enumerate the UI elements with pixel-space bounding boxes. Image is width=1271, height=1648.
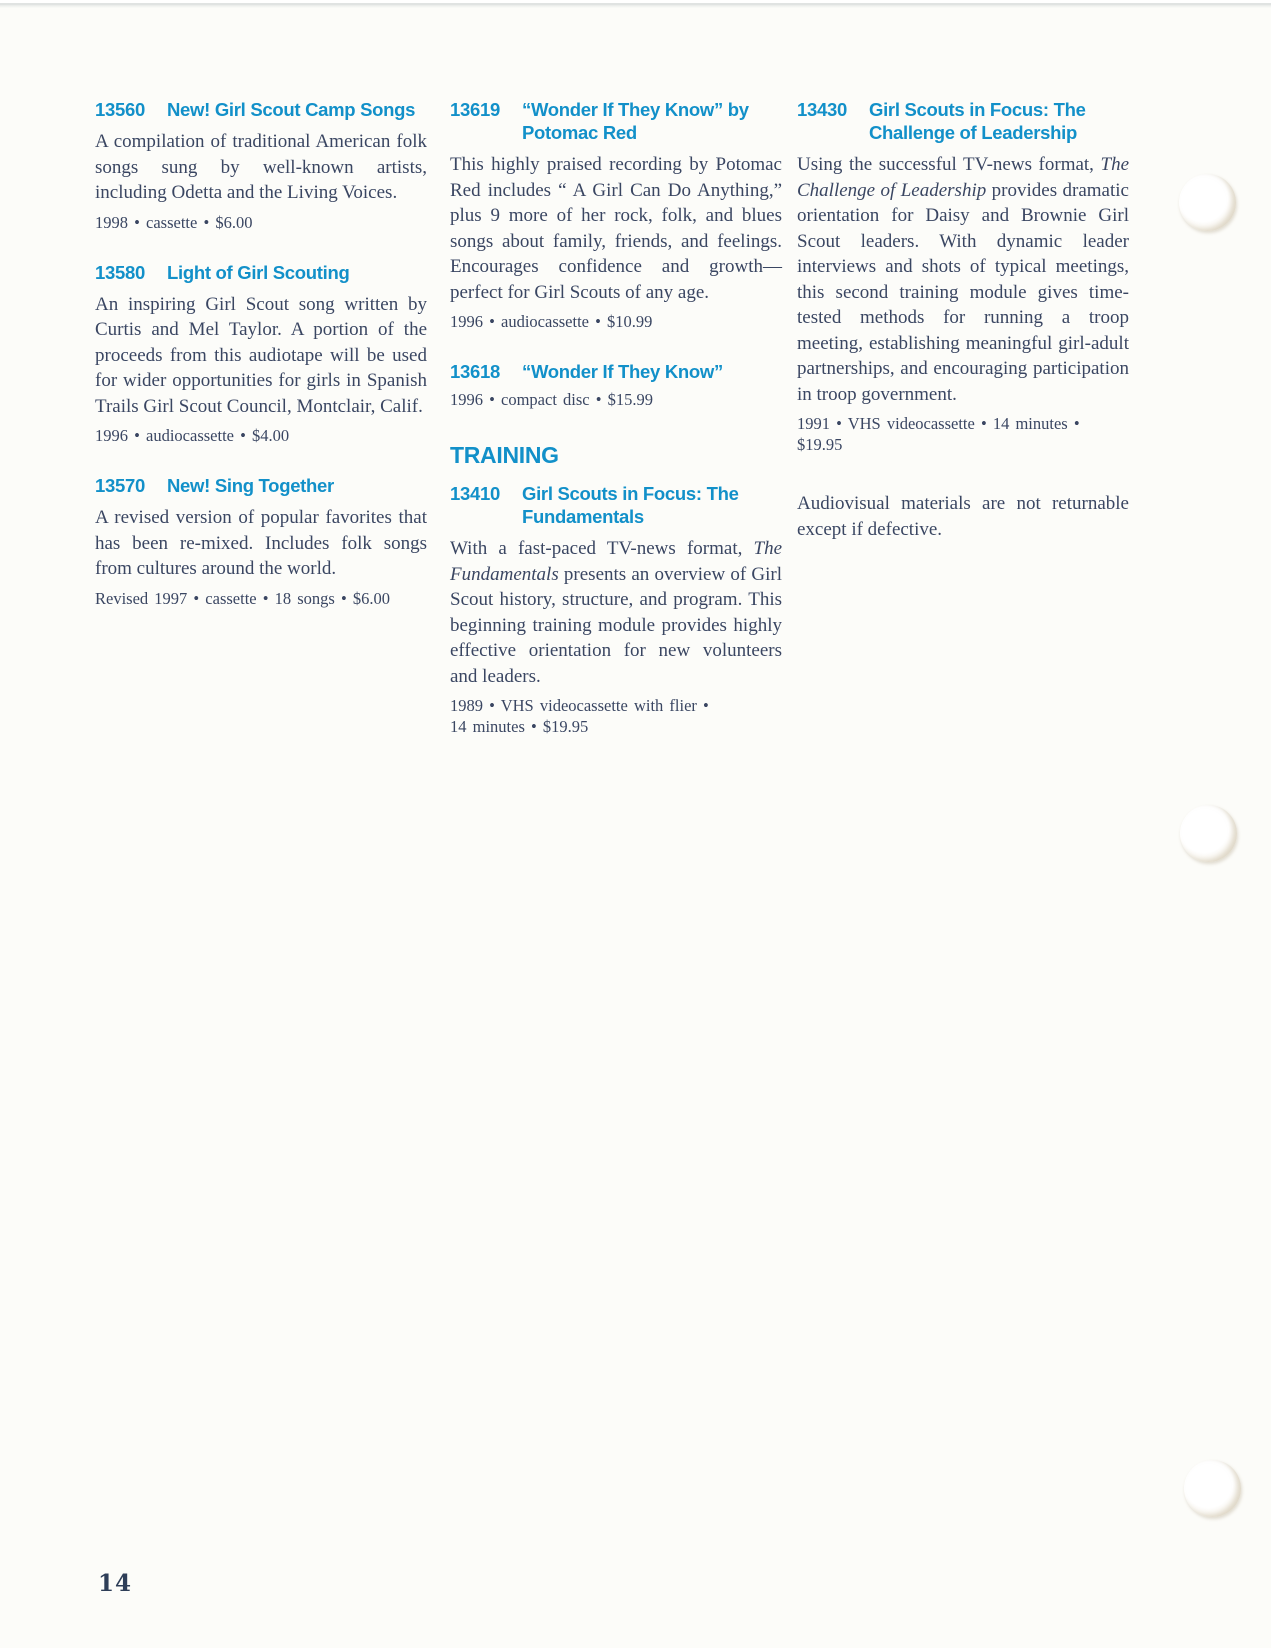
item-heading [95,98,427,121]
catalog-item [450,482,782,737]
item-details: 1991 • VHS videocassette • 14 minutes • $19.95 [797,414,1080,454]
item-details: 1996 • audiocassette • $4.00 [95,426,290,445]
catalog-item [95,98,427,233]
returns-note: Audiovisual materials are not returnable except if defective. [797,493,1129,540]
item-heading [450,482,782,528]
item-title: New! Sing Together [167,475,334,496]
item-details: 1989 • VHS videocassette with flier • 14 minutes • $19.95 [450,696,709,736]
catalog-item [95,474,427,609]
item-code: 13430 [797,99,847,120]
item-code: 13410 [450,483,500,504]
punch-hole [1184,1460,1241,1517]
item-description: This highly praised recording by Potomac Red includes “ A Girl Can Do Anything,” plus 9 more of her rock, folk, and blues songs about family, friends, and feelings. Encourages confidence and growth—perfect for Girl Scouts of any age. [450,154,782,303]
item-heading [450,360,782,383]
column-right [797,98,1129,542]
item-description: A compilation of traditional American folk songs sung by well-known artists, including Odetta and the Living Voices. [95,131,427,203]
item-title: “Wonder If They Know” [522,361,723,382]
item-title: Light of Girl Scouting [167,261,350,283]
punch-hole [1179,174,1236,231]
catalog-item [450,360,782,410]
item-code: 13560 [95,99,145,120]
item-title: “Wonder If They Know” by Potomac Red [522,99,749,143]
item-heading [95,261,427,284]
section-heading: TRAINING [450,442,559,468]
column-left [95,98,427,637]
item-code: 13580 [95,261,145,283]
item-heading [797,98,1129,144]
item-details: 1996 • compact disc • $15.99 [450,390,654,409]
item-description: With a fast-paced TV-news format, The Fundamentals presents an overview of Girl Scout history, structure, and program. This beginning training module provides highly effective orientation for new volunteers and leaders. [450,538,782,687]
item-heading [450,98,782,144]
item-title: New! Girl Scout Camp Songs [167,99,416,120]
item-code: 13570 [95,475,145,496]
catalog-item [450,98,782,332]
column-middle [450,98,782,765]
item-details: Revised 1997 • cassette • 18 songs • $6.00 [95,588,391,608]
catalog-item [797,98,1129,455]
item-details: 1996 • audiocassette • $10.99 [450,312,653,331]
item-description: An inspiring Girl Scout song written by Curtis and Mel Taylor. A portion of the proceeds from this audiotape will be used for wider opportunities for girls in Spanish Trails Girl Scout Council, Montclair, Calif. [95,293,427,417]
item-code: 13619 [450,99,500,120]
item-details: 1998 • cassette • $6.00 [95,212,253,232]
item-title: Girl Scouts in Focus: The Fundamentals [522,483,739,527]
page-number: 14 [98,1570,133,1597]
catalog-item [95,261,427,447]
item-heading [95,474,427,497]
item-description: A revised version of popular favorites that has been re-mixed. Includes folk songs from cultures around the world. [95,507,427,579]
scan-top-edge [0,0,1271,8]
item-code: 13618 [450,361,500,382]
item-title: Girl Scouts in Focus: The Challenge of Leadership [869,99,1086,143]
item-description: Using the successful TV-news format, The Challenge of Leadership provides dramatic orientation for Daisy and Brownie Girl Scout leaders. With dynamic leader interviews and shots of typical meetings, this second training module gives time-tested methods for running a troop meeting, establishing meaningful girl-adult partnerships, and encouraging participation in troop government. [797,154,1129,405]
punch-hole [1180,805,1237,862]
